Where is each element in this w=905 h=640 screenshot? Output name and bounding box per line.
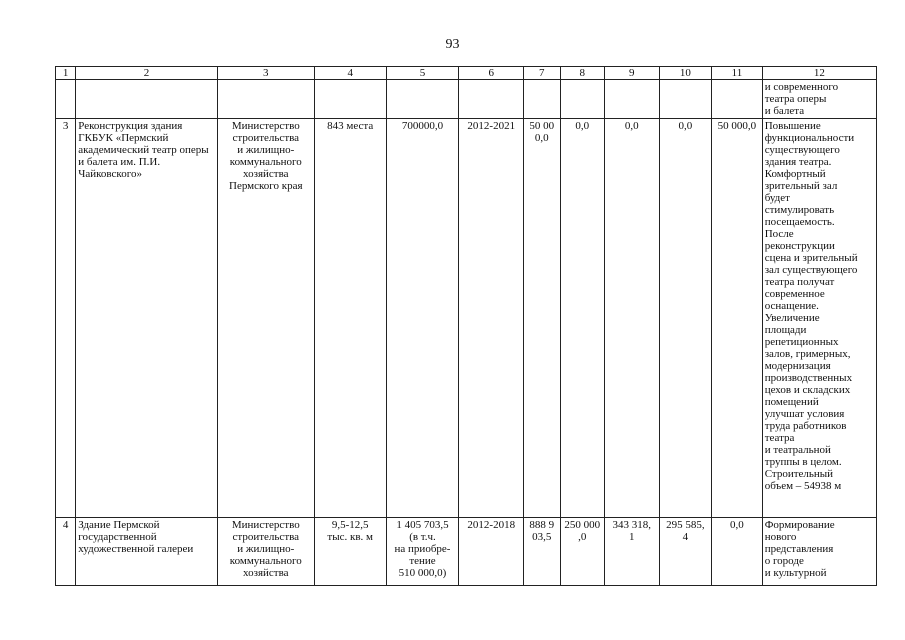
header-cell: 2 xyxy=(76,67,218,80)
table-cell xyxy=(560,80,604,119)
value-cell: 0,0 xyxy=(604,119,659,518)
table-cell xyxy=(76,80,218,119)
header-cell: 6 xyxy=(459,67,524,80)
header-cell: 3 xyxy=(217,67,314,80)
header-cell: 10 xyxy=(659,67,712,80)
value-cell: 250 000 ,0 xyxy=(560,518,604,586)
effect-cell: Формирование нового представления о городе и культурной xyxy=(762,518,876,586)
effect-cell: и современного театра оперы и балета xyxy=(762,80,876,119)
continuation-row xyxy=(56,80,877,119)
header-cell: 7 xyxy=(524,67,560,80)
table-cell xyxy=(217,80,314,119)
value-cell: 0,0 xyxy=(712,518,763,586)
table-header-row xyxy=(56,67,877,80)
object-name-cell: Реконструкция здания ГКБУК «Пермский академический театр оперы и балета им. П.И. Чайковского» xyxy=(76,119,218,518)
value-cell: 888 9 03,5 xyxy=(524,518,560,586)
capacity-cell: 843 места xyxy=(314,119,386,518)
table-cell xyxy=(659,80,712,119)
investment-table xyxy=(55,66,877,586)
header-cell: 9 xyxy=(604,67,659,80)
value-cell: 295 585, 4 xyxy=(659,518,712,586)
header-cell: 8 xyxy=(560,67,604,80)
header-cell: 4 xyxy=(314,67,386,80)
period-cell: 2012-2018 xyxy=(459,518,524,586)
header-cell: 5 xyxy=(386,67,459,80)
customer-cell: Министерство строительства и жилищно- коммунального хозяйства xyxy=(217,518,314,586)
table-cell xyxy=(386,80,459,119)
value-cell: 343 318, 1 xyxy=(604,518,659,586)
value-cell: 50 000,0 xyxy=(712,119,763,518)
page-number: 93 xyxy=(445,37,460,52)
table-cell xyxy=(314,80,386,119)
value-cell: 50 00 0,0 xyxy=(524,119,560,518)
row-number-cell: 3 xyxy=(56,119,76,518)
table-row xyxy=(56,119,877,518)
header-cell: 12 xyxy=(762,67,876,80)
table-cell xyxy=(459,80,524,119)
cost-cell: 1 405 703,5 (в т.ч. на приобре- тение 510 000,0) xyxy=(386,518,459,586)
table-cell xyxy=(604,80,659,119)
value-cell: 0,0 xyxy=(659,119,712,518)
capacity-cell: 9,5-12,5 тыс. кв. м xyxy=(314,518,386,586)
cost-cell: 700000,0 xyxy=(386,119,459,518)
table-cell xyxy=(712,80,763,119)
value-cell: 0,0 xyxy=(560,119,604,518)
table-row xyxy=(56,518,877,586)
customer-cell: Министерство строительства и жилищно- коммунального хозяйства Пермского края xyxy=(217,119,314,518)
object-name-cell: Здание Пермской государственной художественной галереи xyxy=(76,518,218,586)
header-cell: 1 xyxy=(56,67,76,80)
period-cell: 2012-2021 xyxy=(459,119,524,518)
effect-cell: Повышение функциональности существующего здания театра. Комфортный зрительный зал будет стимулировать посещаемость. После реконструкции сцена и зрительный зал существующего театра получат современное оснащение. Увеличение площади репетиционных залов, гримерных, модернизация производственных цехов и складских помещений улучшат условия труда работников театра и театральной труппы в целом. Строительный объем – 54938 м xyxy=(762,119,876,518)
table-cell xyxy=(524,80,560,119)
row-number-cell: 4 xyxy=(56,518,76,586)
table-cell xyxy=(56,80,76,119)
header-cell: 11 xyxy=(712,67,763,80)
